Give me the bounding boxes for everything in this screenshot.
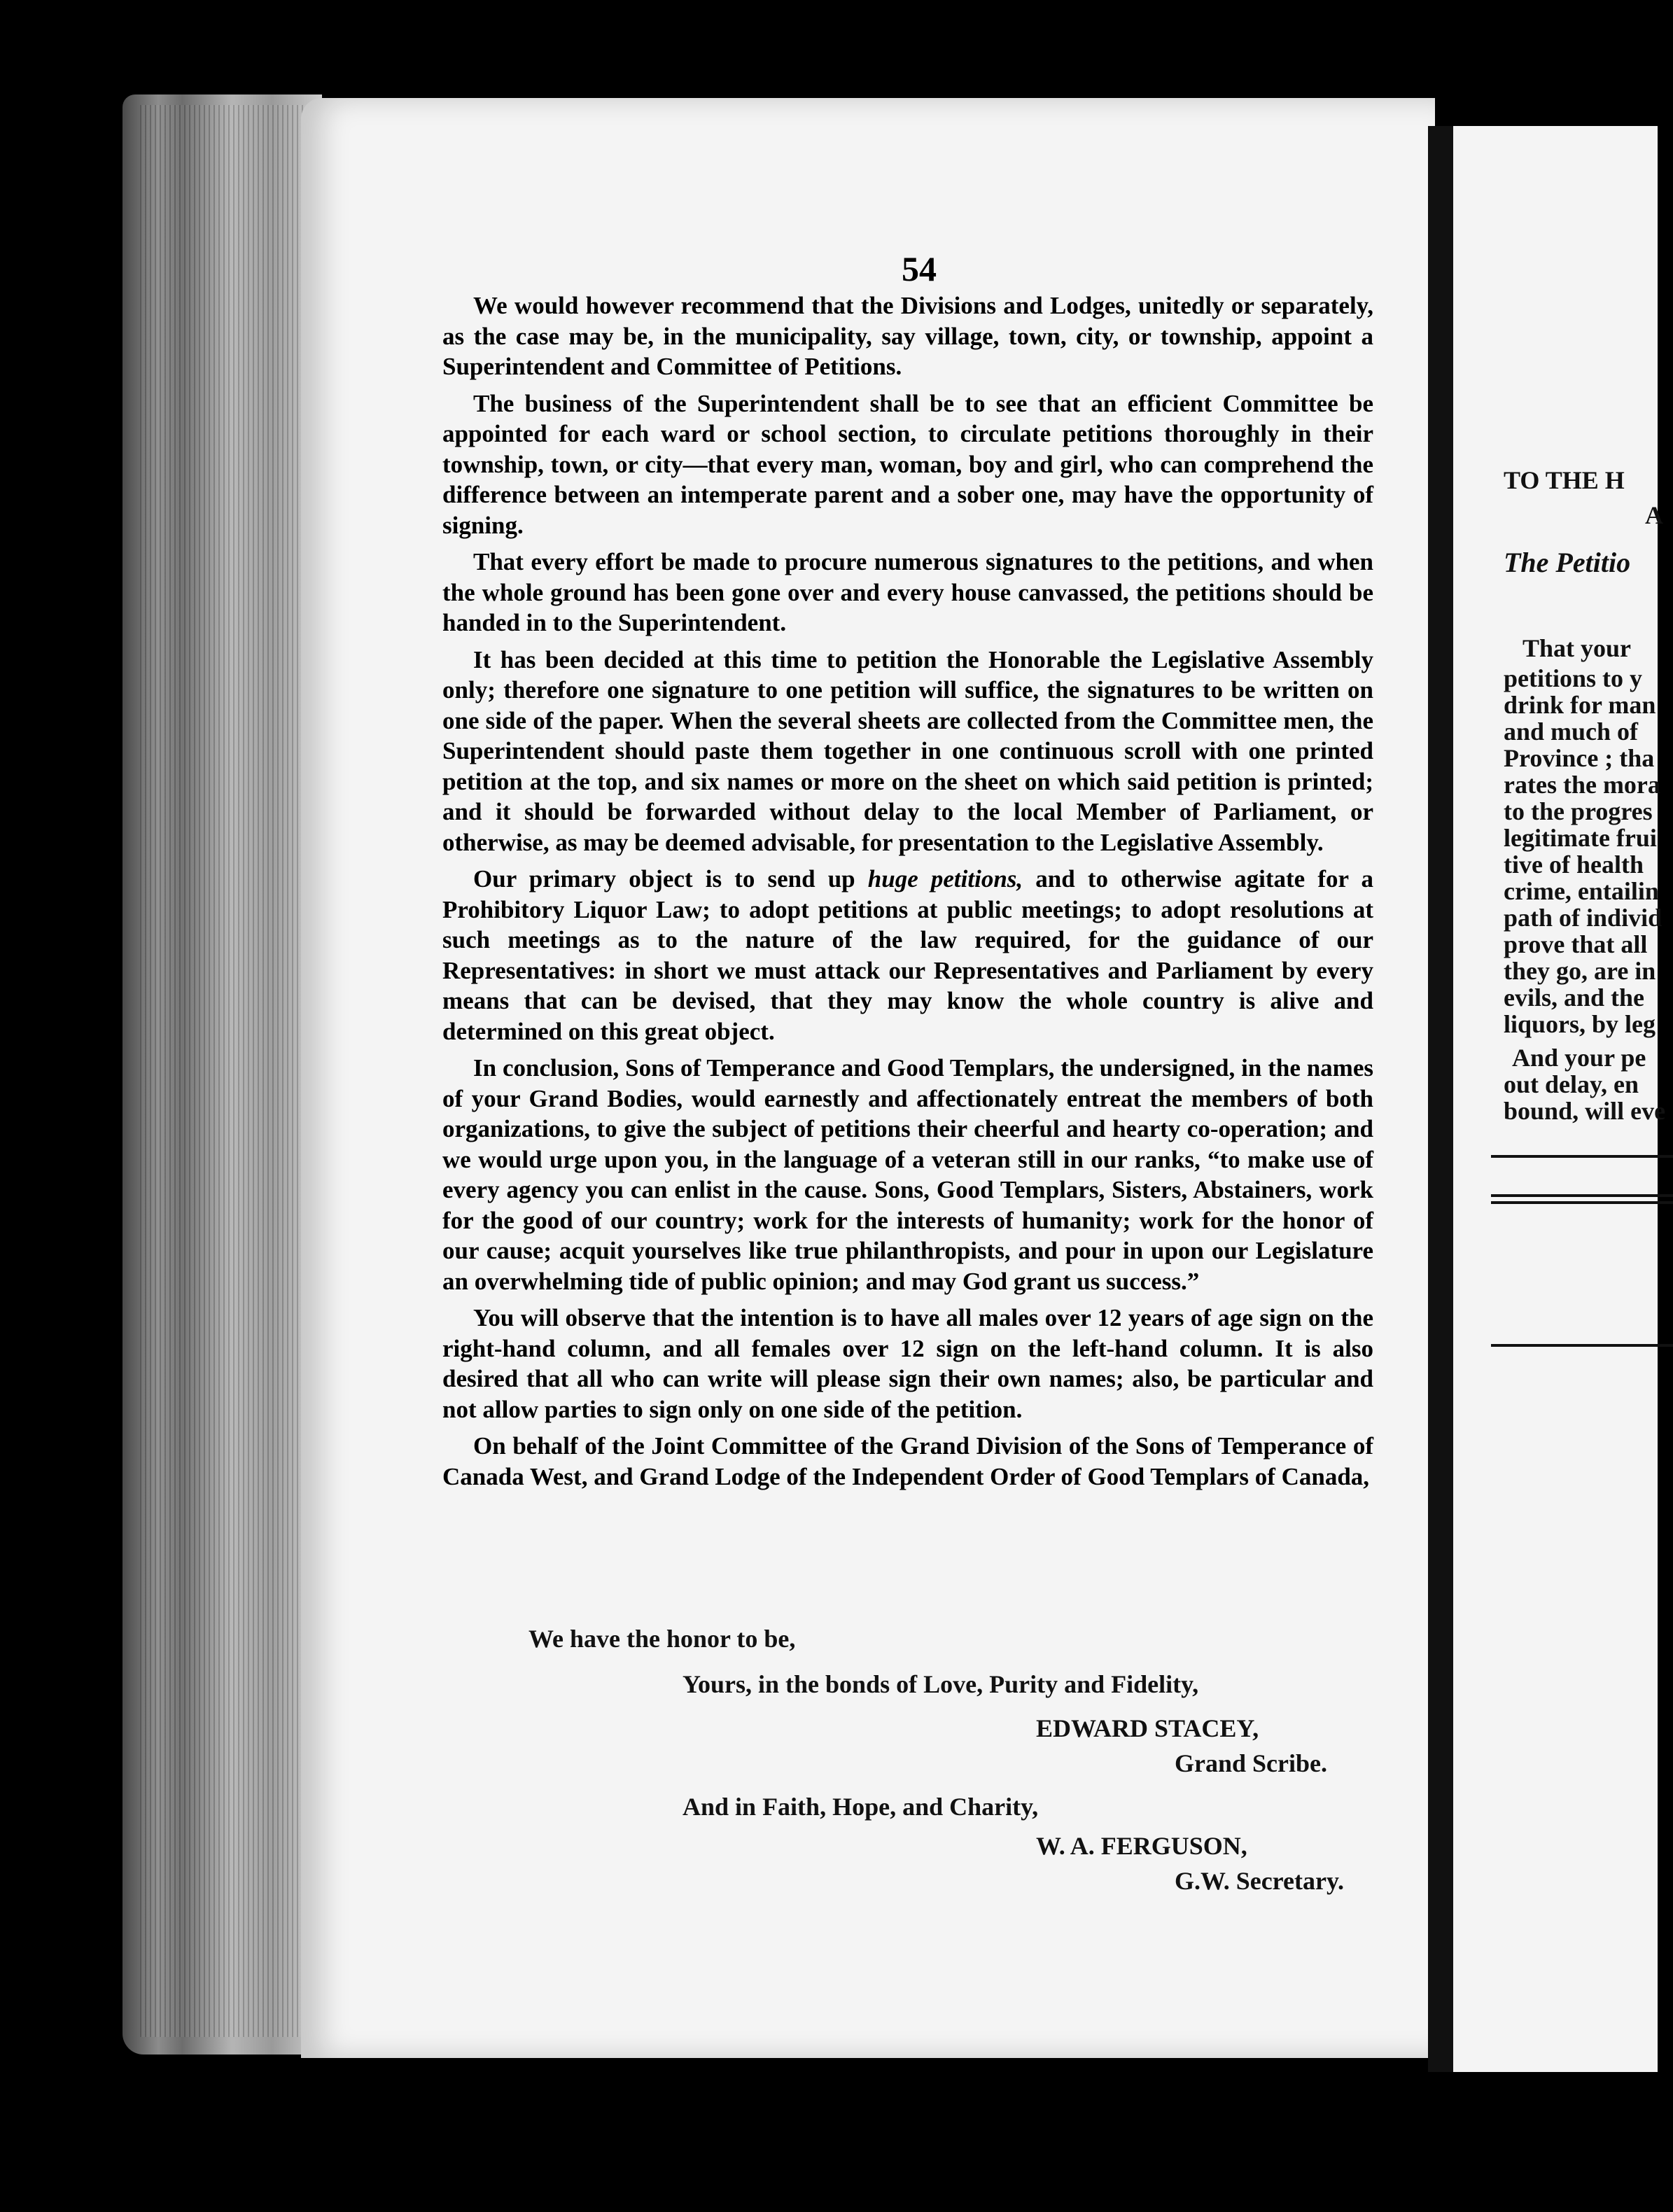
closing-faith: And in Faith, Hope, and Charity, — [682, 1793, 1039, 1821]
right-line: rates the mora — [1504, 771, 1660, 799]
book-gutter — [1428, 126, 1455, 2072]
paragraph-signing-instructions: You will observe that the intention is to have all males over 12 years of age sign on the right-hand column, and all females over 12 sign on the left-hand column. It is also desired that all who can write will please sign their own names; also, be particular and not allow parties to sign only on one side of the petition. — [442, 1304, 1373, 1423]
right-heading-1: TO THE H — [1504, 466, 1625, 494]
right-line: liquors, by leg — [1504, 1010, 1656, 1038]
signatory-title-2: G.W. Secretary. — [1175, 1867, 1344, 1895]
right-line: tive of health — [1504, 850, 1644, 878]
right-line: prove that all — [1504, 930, 1648, 958]
right-line: petitions to y — [1504, 664, 1642, 692]
paragraph-superintendent-duties: The business of the Superintendent shall be to see that an efficient Committee be appointed for each ward or school section, to circulate petitions thoroughly in their township, town, or city—that every man, woman, boy and girl, who can comprehend the difference between an intemperate parent and a sober one, may have the opportunity of signing. — [442, 389, 1373, 539]
closing-honor: We have the honor to be, — [528, 1625, 796, 1653]
right-subheading: The Petitio — [1504, 547, 1631, 578]
right-line: crime, entailin — [1504, 877, 1659, 905]
right-rule-1 — [1491, 1155, 1673, 1158]
paragraph-recommendation: We would however recommend that the Divisions and Lodges, unitedly or separately, as the case may be, in the municipality, say village, town, city, or township, appoint a Superintendent and Committee of Petitions. — [442, 292, 1373, 380]
right-heading-2: A — [1645, 501, 1663, 529]
paragraph-conclusion: In conclusion, Sons of Temperance and Good Templars, the undersigned, in the names of your Grand Bodies, would earnestly and affectionately entreat the members of both organizations, to give the subject of petitions their cheerful and hearty co-operation; and we would urge upon you, in the language of a veteran still in our ranks, “to make use of every agency you can enlist in the cause. Sons, Good Templars, Sisters, Abstainers, work for the good of our country; work for the interests of humanity; work for the honor of our cause; acquit yourselves like true philanthropists, and pour in upon our Legislature an overwhelming tide of public opinion; and may God grant us success.” — [442, 1054, 1373, 1295]
paragraph-text: Our primary object is to send up — [473, 865, 868, 892]
right-line: bound, will eve — [1504, 1097, 1666, 1125]
paragraph-on-behalf: On behalf of the Joint Committee of the Grand Division of the Sons of Temperance of Canada West, and Grand Lodge of the Independent Order of Good Templars of Canada, — [442, 1432, 1373, 1490]
signatory-name-2: W. A. FERGUSON, — [1036, 1832, 1247, 1860]
right-line: That your — [1522, 634, 1632, 662]
paragraph-signatures: That every effort be made to procure numerous signatures to the petitions, and when the whole ground has been gone over and every house canvassed, the petitions should be handed in to the Superintendent. — [442, 548, 1373, 636]
right-rule-2 — [1491, 1194, 1673, 1197]
signatory-name-1: EDWARD STACEY, — [1036, 1714, 1259, 1742]
page-edge-texture — [140, 105, 308, 2037]
right-line: and much of — [1504, 718, 1639, 746]
closing-yours: Yours, in the bonds of Love, Purity and Fidelity, — [682, 1670, 1199, 1698]
page-number: 54 — [902, 249, 937, 288]
emphasis-huge-petitions: huge petitions, — [867, 865, 1023, 892]
paragraph-petition-process: It has been decided at this time to petition the Honorable the Legislative Assembly only; therefore one signature to one petition will suffice, the signatures to be written on one side of the paper. When the several sheets are collected from the Committee men, the Superintendent should paste them together in one continuous scroll with one printed petition at the top, and six names or more on the sheet on which said petition is printed; and it should be forwarded without delay to the local Member of Parliament, or otherwise, as may be deemed advisable, for presentation to the Legislative Assembly. — [442, 645, 1373, 856]
right-line: they go, are in — [1504, 957, 1656, 985]
right-line: path of individ — [1504, 904, 1662, 932]
right-line: legitimate frui — [1504, 824, 1657, 852]
right-line: to the progres — [1504, 797, 1653, 825]
signatory-title-1: Grand Scribe. — [1175, 1749, 1328, 1777]
right-line: drink for man — [1504, 691, 1656, 719]
paragraph-text: and to otherwise agitate for a Prohibitory Liquor Law; to adopt petitions at public meetings; to adopt resolutions at such meetings as to the nature of the law required, for the guidance of our Representatives: in short we must attack our Representatives and Parliament by every means that can be devised, that they may know the whole country is alive and determined on this great object. — [442, 865, 1374, 1045]
right-line: evils, and the — [1504, 983, 1645, 1011]
paragraph-primary-object — [442, 864, 1373, 1046]
right-line: Province ; tha — [1504, 744, 1655, 772]
left-page-body — [442, 290, 1373, 1498]
right-rule-4 — [1491, 1344, 1673, 1347]
right-line: out delay, en — [1504, 1070, 1639, 1098]
right-rule-3 — [1491, 1201, 1673, 1204]
right-line: And your pe — [1512, 1044, 1646, 1072]
